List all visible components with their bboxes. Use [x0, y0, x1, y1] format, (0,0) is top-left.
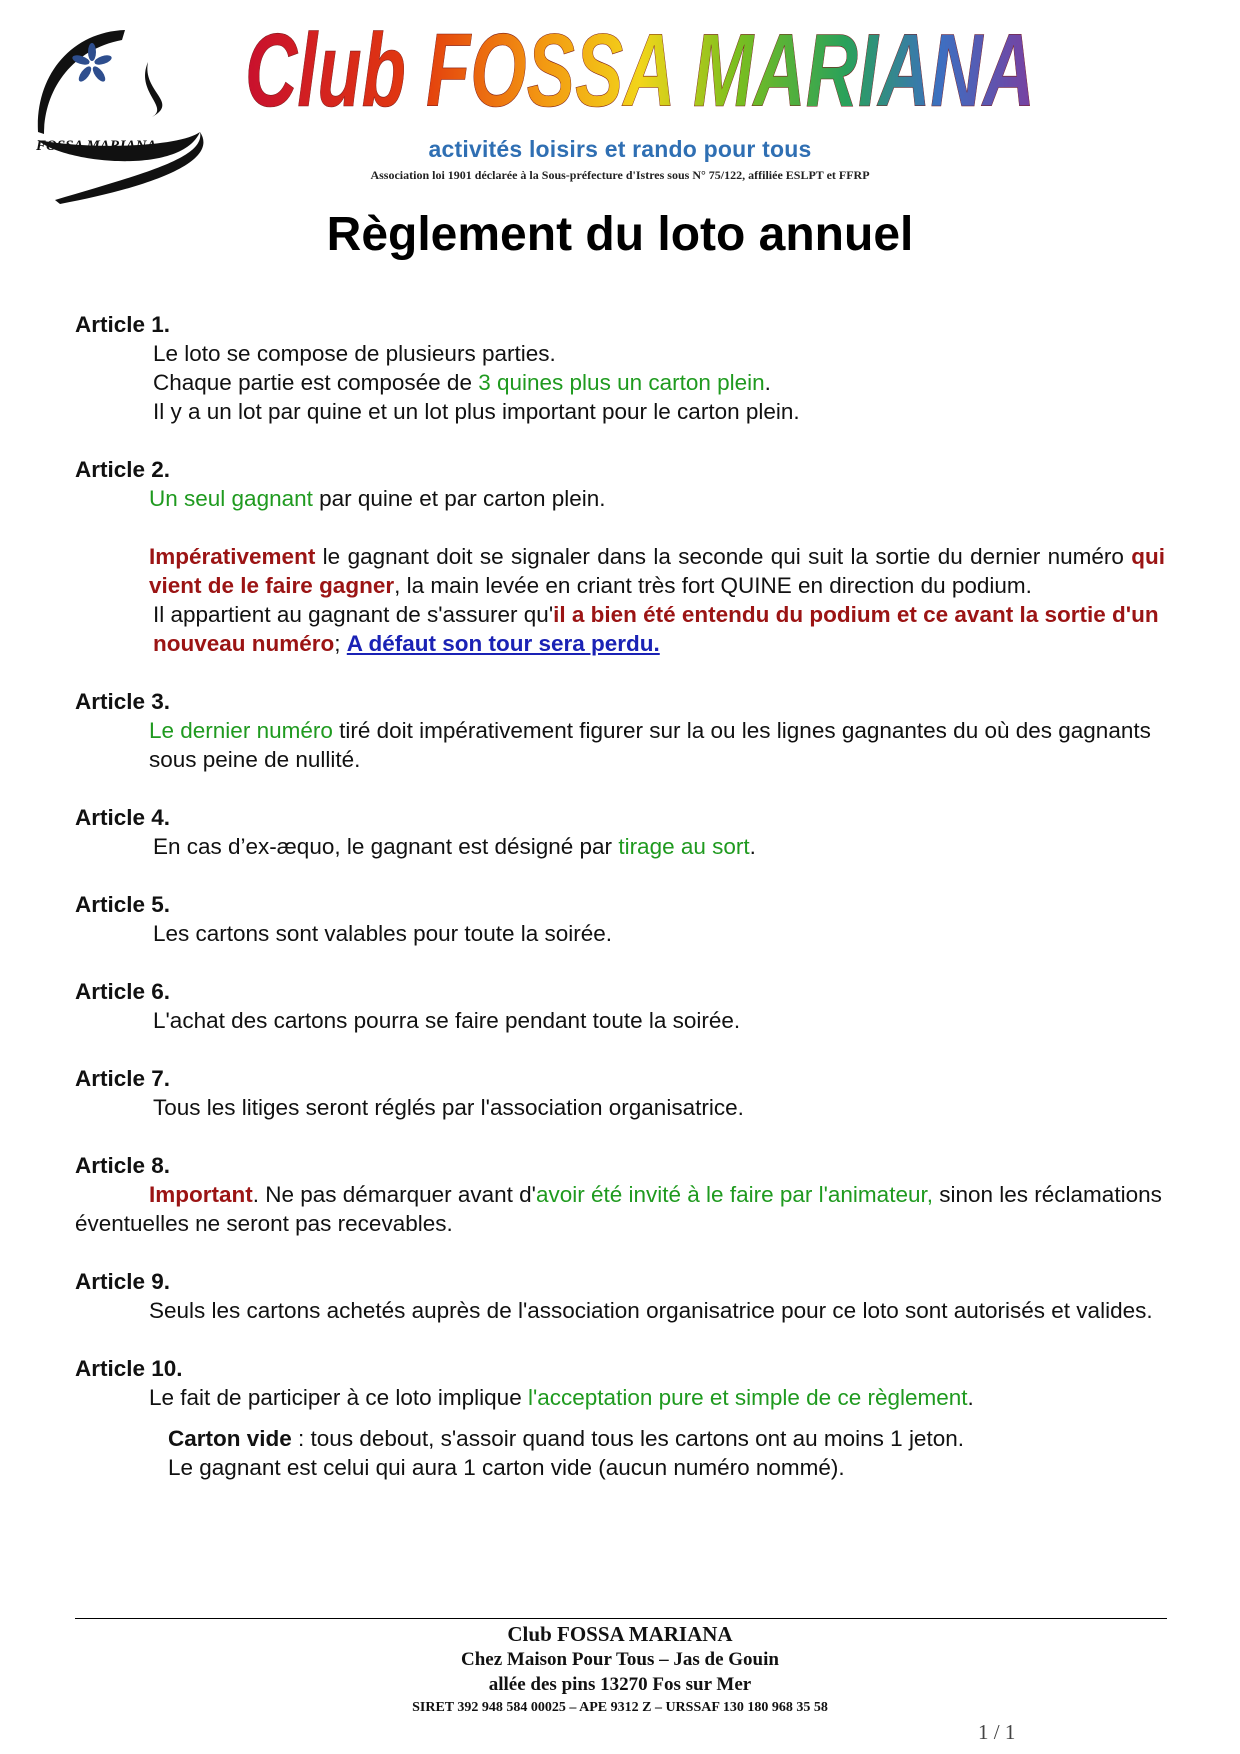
article-9 — [75, 1267, 1165, 1325]
article-title: Article 4. — [75, 805, 171, 830]
article-text: Impérativement le gagnant doit se signaler dans la seconde qui suit la sortie du dernier numéro qui vient de le faire gagner, la main levée en criant très fort QUINE en direction du podium. — [149, 544, 1165, 598]
article-6 — [75, 977, 1165, 1035]
article-title: Article 6. — [75, 979, 171, 1004]
article-text: Important. Ne pas démarquer avant d'avoir été invité à le faire par l'animateur, sinon les réclamations éventuelles ne seront pas recevables. — [75, 1182, 1162, 1236]
article-title: Article 8. — [75, 1153, 171, 1178]
article-4 — [75, 803, 1165, 861]
article-text: L'achat des cartons pourra se faire pendant toute la soirée. — [153, 1008, 741, 1033]
logo-text: FOSSA MARIANA — [36, 138, 157, 154]
article-text: Les cartons sont valables pour toute la soirée. — [153, 921, 613, 946]
article-1 — [75, 310, 1165, 426]
article-8 — [75, 1151, 1165, 1238]
article-text: En cas d’ex-æquo, le gagnant est désigné par tirage au sort. — [153, 834, 756, 859]
article-title: Article 2. — [75, 457, 171, 482]
article-2 — [75, 455, 1165, 658]
article-text: Seuls les cartons achetés auprès de l'association organisatrice pour ce loto sont autorisés et valides. — [149, 1298, 1153, 1323]
warning-link: A défaut son tour sera perdu. — [346, 631, 660, 656]
tagline: activités loisirs et rando pour tous — [428, 136, 812, 162]
footer-club-name: Club FOSSA MARIANA — [507, 1622, 733, 1646]
club-title-logo — [240, 6, 1040, 126]
footer-address-1: Chez Maison Pour Tous – Jas de Gouin — [461, 1649, 779, 1670]
footer-address-2: allée des pins 13270 Fos sur Mer — [488, 1674, 752, 1695]
articles — [75, 310, 1165, 1511]
article-text: Le loto se compose de plusieurs parties. — [153, 341, 556, 366]
association-line: Association loi 1901 déclarée à la Sous-préfecture d'Istres sous N° 75/122, affiliée ESLPT et FFRP — [370, 168, 870, 182]
article-text: Il y a un lot par quine et un lot plus important pour le carton plein. — [153, 399, 800, 424]
article-text: Il appartient au gagnant de s'assurer qu'il a bien été entendu du podium et ce avant la sortie d'un nouveau numéro; A défaut son tour sera perdu. — [153, 602, 1159, 656]
article-3 — [75, 687, 1165, 774]
article-title: Article 7. — [75, 1066, 171, 1091]
article-text: Tous les litiges seront réglés par l'association organisatrice. — [153, 1095, 744, 1120]
article-title: Article 1. — [75, 312, 171, 337]
article-title: Article 9. — [75, 1269, 171, 1294]
footer-ids: SIRET 392 948 584 00025 – APE 9312 Z – URSSAF 130 180 968 35 58 — [412, 1700, 828, 1715]
page-number: 1 / 1 — [978, 1720, 1016, 1744]
article-title: Article 10. — [75, 1356, 183, 1381]
article-text: Un seul gagnant par quine et par carton plein. — [149, 486, 606, 511]
carton-vide-note: Carton vide : tous debout, s'assoir quand tous les cartons ont au moins 1 jeton. — [168, 1426, 964, 1451]
club-title-text: Club FOSSA MARIANA — [245, 13, 1035, 126]
article-title: Article 3. — [75, 689, 171, 714]
article-10 — [75, 1354, 1165, 1482]
article-text: Le fait de participer à ce loto implique l'acceptation pure et simple de ce règlement. — [149, 1385, 974, 1410]
article-text: Le dernier numéro tiré doit impérativement figurer sur la ou les lignes gagnantes du où des gagnants sous peine de nullité. — [149, 718, 1151, 772]
page-title: Règlement du loto annuel — [326, 208, 914, 261]
article-text: Chaque partie est composée de 3 quines plus un carton plein. — [153, 370, 771, 395]
carton-vide-note: Le gagnant est celui qui aura 1 carton vide (aucun numéro nommé). — [168, 1455, 845, 1480]
footer-divider — [75, 1618, 1167, 1619]
article-5 — [75, 890, 1165, 948]
article-7 — [75, 1064, 1165, 1122]
article-title: Article 5. — [75, 892, 171, 917]
